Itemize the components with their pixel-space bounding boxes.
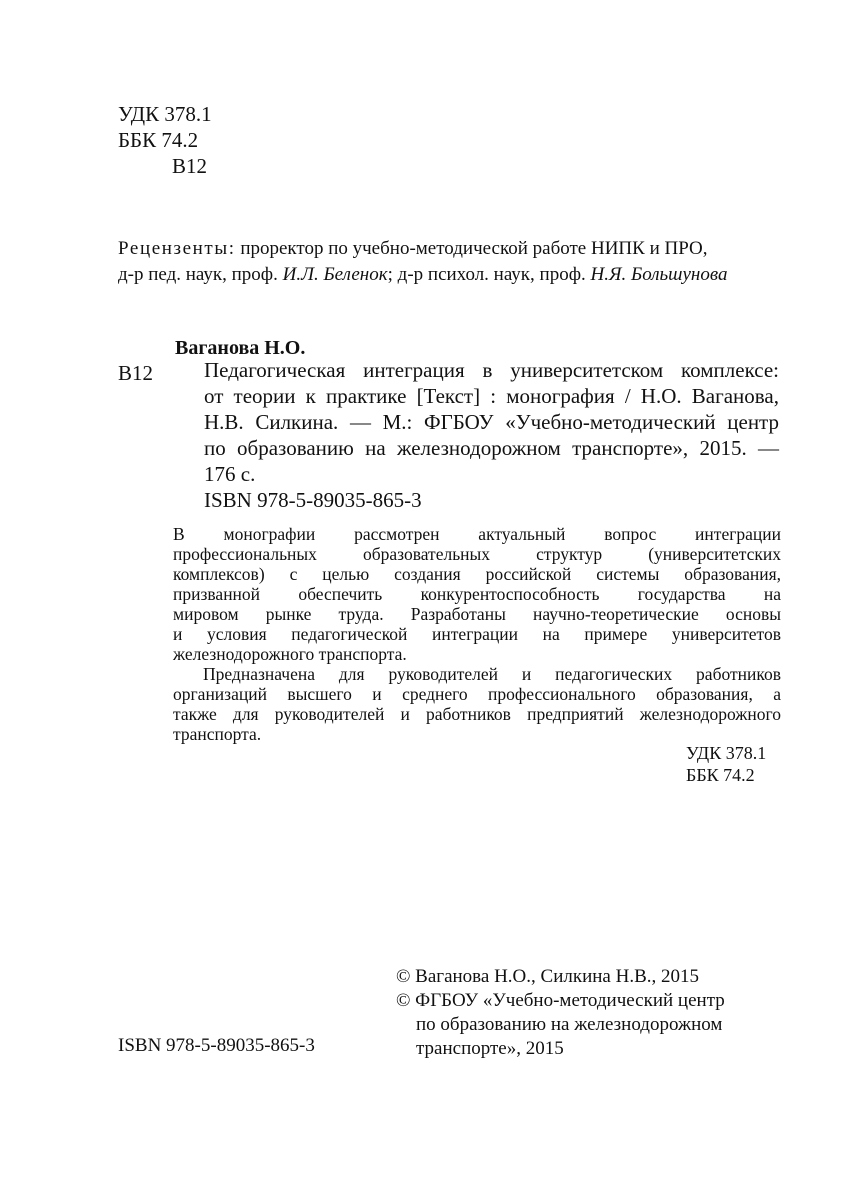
abstract-line: организаций высшего и среднего профессионального образования, а [173,684,781,704]
top-classification-codes [118,101,212,179]
copyright-publisher-line-3: транспорте», 2015 [416,1038,564,1059]
margin-cipher: В12 [118,361,154,385]
abstract-line: комплексов) с целью создания российской системы образования, [173,564,781,584]
author-cipher: В12 [172,154,208,178]
reviewers-block [118,236,727,288]
description-line: от теории к практике [Текст] : монография / Н.О. Ваганова, [204,384,779,408]
udk-code: УДК 378.1 [118,102,212,126]
abstract-line: железнодорожного транспорта. [173,644,407,664]
bbk-code: ББК 74.2 [118,128,199,152]
abstract-line: Предназначена для руководителей и педагогических работников [203,664,781,684]
copyright-publisher-line-2: по образованию на железнодорожном [416,1014,723,1035]
bottom-classification-codes [686,742,766,786]
description-line: 176 с. [204,462,256,486]
bbk-code: ББК 74.2 [686,765,755,785]
reviewers-line-2 [118,262,727,288]
author-heading: Ваганова Н.О. [175,337,306,359]
abstract-line: мировом рынке труда. Разработаны научно-теоретические основы [173,604,781,624]
abstract-line: профессиональных образовательных структур (университетских [173,544,781,564]
udk-code: УДК 378.1 [686,743,767,763]
isbn-main: ISBN 978-5-89035-865-3 [204,488,422,512]
reviewers-label: Рецензенты: [118,238,236,259]
abstract-line: также для руководителей и работников предприятий железнодорожного [173,704,781,724]
abstract-line: и условия педагогической интеграции на примере университетов [173,624,781,644]
abstract-line: транспорта. [173,724,262,744]
reviewer-2-name: Н.Я. Большунова [590,264,728,285]
description-line: Н.В. Силкина. — М.: ФГБОУ «Учебно-методический центр [204,410,779,434]
bibliographic-description [204,357,779,487]
isbn-bottom: ISBN 978-5-89035-865-3 [118,1035,315,1056]
reviewer-1-name: И.Л. Беленок [282,264,388,285]
reviewer-1-title: д-р пед. наук, проф. [118,264,283,285]
copyright-authors: © Ваганова Н.О., Силкина Н.В., 2015 [396,966,699,987]
copyright-block [396,965,725,1061]
reviewer-2-title: ; д-р психол. наук, проф. [387,264,591,285]
abstract-line: В монографии рассмотрен актуальный вопрос интеграции [173,524,781,544]
reviewers-line-1-text: проректор по учебно-методической работе НИПК и ПРО, [235,238,708,259]
copyright-publisher: © ФГБОУ «Учебно-методический центр [396,990,725,1011]
abstract-line: призванной обеспечить конкурентоспособность государства на [173,584,781,604]
reviewers-line-1 [118,236,727,262]
abstract [173,524,781,744]
description-line: Педагогическая интеграция в университетском комплексе: [204,358,779,382]
description-line: по образованию на железнодорожном транспорте», 2015. — [204,436,779,460]
